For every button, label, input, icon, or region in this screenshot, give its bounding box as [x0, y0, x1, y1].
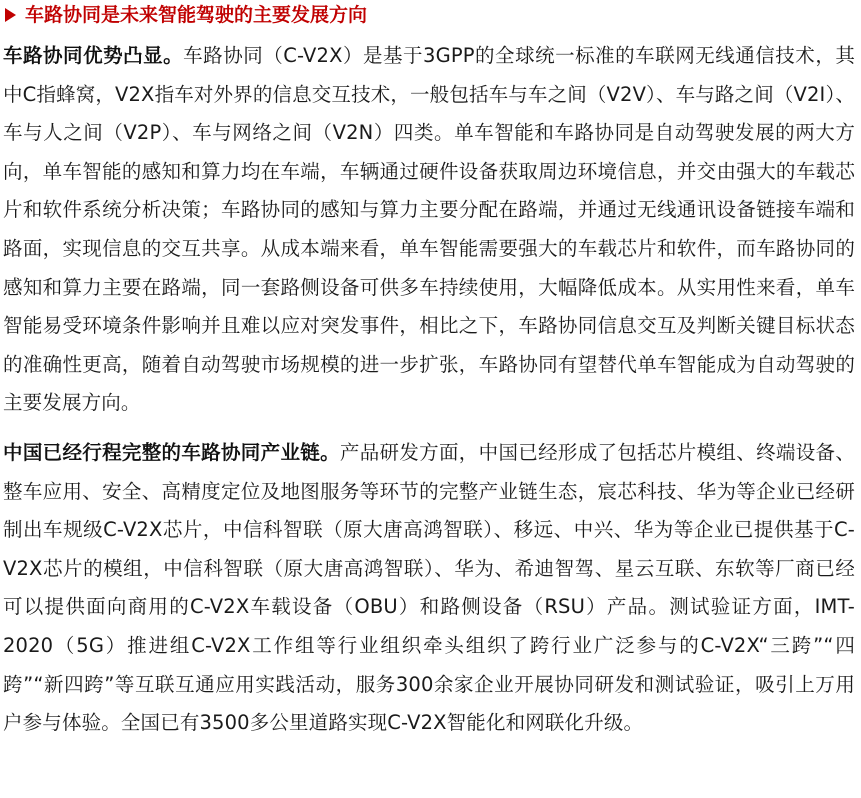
triangle-bullet-icon	[5, 8, 16, 22]
paragraph-industry-chain	[3, 434, 855, 743]
paragraph-lead: 中国已经行程完整的车路协同产业链。	[3, 440, 340, 464]
paragraph-advantages	[3, 37, 855, 423]
paragraph-lead: 车路协同优势凸显。	[3, 44, 184, 67]
paragraph-body: 车路协同（C-V2X）是基于3GPP的全球统一标准的车联网无线通信技术，其中C指蜂窝，V2X指车对外界的信息交互技术，一般包括车与车之间（V2V）、车与路之间（V2I）、车与人之间（V2P）、车与网络之间（V2N）四类。单车智能和车路协同是自动驾驶发展的两大方向，单车智能的感知和算力均在车端，车辆通过硬件设备获取周边环境信息，并交由强大的车载芯片和软件系统分析决策；车路协同的感知与算力主要分配在路端，并通过无线通讯设备链接车端和路面，实现信息的交互共享。从成本端来看，单车智能需要强大的车载芯片和软件，而车路协同的感知和算力主要在路端，同一套路侧设备可供多车持续使用，大幅降低成本。从实用性来看，单车智能易受环境条件影响并且难以应对突发事件，相比之下，车路协同信息交互及判断关键目标状态的准确性更高，随着自动驾驶市场规模的进一步扩张，车路协同有望替代单车智能成为自动驾驶的主要发展方向。	[3, 44, 856, 415]
section-heading-text: 车路协同是未来智能驾驶的主要发展方向	[25, 4, 368, 26]
section-heading	[3, 0, 855, 30]
paragraph-body: 产品研发方面，中国已经形成了包括芯片模组、终端设备、整车应用、安全、高精度定位及地图服务等环节的完整产业链生态，宸芯科技、华为等企业已经研制出车规级C-V2X芯片，中信科智联（原大唐高鸿智联）、移远、中兴、华为等企业已提供基于C-V2X芯片的模组，中信科智联（原大唐高鸿智联）、华为、希迪智驾、星云互联、东软等厂商已经可以提供面向商用的C-V2X车载设备（OBU）和路侧设备（RSU）产品。测试验证方面，IMT-2020（5G）推进组C-V2X工作组等行业组织牵头组织了跨行业广泛参与的C-V2X“三跨”“四跨”“新四跨”等互联互通应用实践活动，服务300余家企业开展协同研发和测试验证，吸引上万用户参与体验。全国已有3500多公里道路实现C-V2X智能化和网联化升级。	[3, 440, 855, 735]
